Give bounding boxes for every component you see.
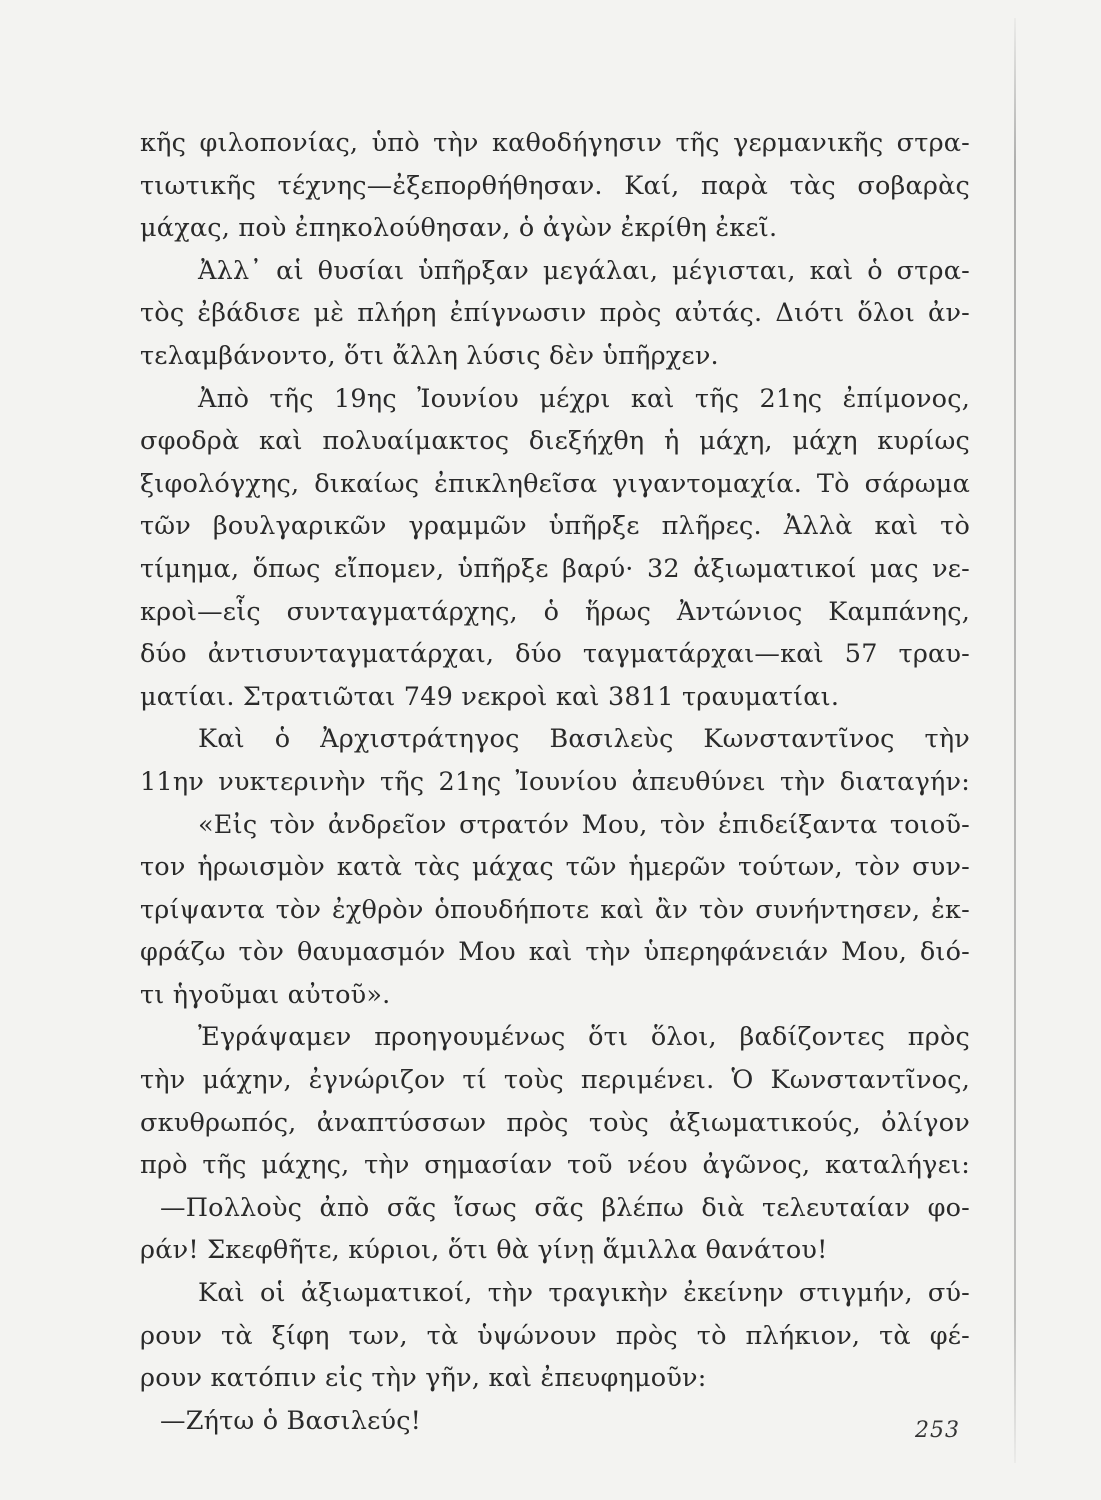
text-line: τελαμβάνοντο, ὅτι ἄλλη λύσις δὲν ὑπῆρχεν. (140, 340, 719, 371)
text-line: «Εἰς τὸν ἀνδρεῖον στρατόν Μου, τὸν ἐπιδείξαντα τοιοῦ- (198, 809, 970, 840)
text-line: 11ην νυκτερινὴν τῆς 21ης Ἰουνίου ἀπευθύνει τὴν διαταγήν: (140, 766, 970, 797)
text-line: Ἐγράψαμεν προηγουμένως ὅτι ὅλοι, βαδίζοντες πρὸς (198, 1022, 970, 1053)
text-line: Καὶ οἱ ἀξιωματικοί, τὴν τραγικὴν ἐκείνην στιγμήν, σύ- (198, 1278, 970, 1309)
text-line: Καὶ ὁ Ἀρχιστράτηγος Βασιλεὺς Κωνσταντῖνος τὴν (198, 724, 970, 755)
text-line: κῆς φιλοπονίας, ὑπὸ τὴν καθοδήγησιν τῆς γερμανικῆς στρα- (140, 128, 970, 158)
text-line: σκυθρωπός, ἀναπτύσσων πρὸς τοὺς ἀξιωματικούς, ὀλίγον (140, 1107, 970, 1138)
text-line: τὸς ἐβάδισε μὲ πλήρη ἐπίγνωσιν πρὸς αὐτάς. Διότι ὅλοι ἀν- (140, 298, 970, 329)
text-line: πρὸ τῆς μάχης, τὴν σημασίαν τοῦ νέου ἀγῶνος, καταλήγει: (140, 1150, 970, 1181)
text-line: —Ζήτω ὁ Βασιλεύς! (160, 1405, 422, 1436)
text-line: ματίαι. Στρατιῶται 749 νεκροὶ καὶ 3811 τραυματίαι. (140, 681, 840, 712)
text-line: τὴν μάχην, ἐγνώριζον τί τοὺς περιμένει. Ὁ Κωνσταντῖνος, (140, 1065, 970, 1096)
text-line: Ἀπὸ τῆς 19ης Ἰουνίου μέχρι καὶ τῆς 21ης ἐπίμονος, (198, 383, 970, 414)
text-line: ρουν κατόπιν εἰς τὴν γῆν, καὶ ἐπευφημοῦν: (140, 1363, 707, 1394)
text-line: Ἀλλ᾽ αἱ θυσίαι ὑπῆρξαν μεγάλαι, μέγισται, καὶ ὁ στρα- (198, 255, 970, 286)
text-line: ράν! Σκεφθῆτε, κύριοι, ὅτι θὰ γίνῃ ἅμιλλα θανάτου! (140, 1235, 828, 1266)
text-line: σφοδρὰ καὶ πολυαίμακτος διεξήχθη ἡ μάχη, μάχη κυρίως (140, 426, 970, 457)
page-edge-shadow (1014, 18, 1016, 1463)
text-line: ξιφολόγχης, δικαίως ἐπικληθεῖσα γιγαντομαχία. Τὸ σάρωμα (140, 468, 970, 499)
text-line: τι ἡγοῦμαι αὐτοῦ». (140, 979, 391, 1010)
text-line: ρουν τὰ ξίφη των, τὰ ὑψώνουν πρὸς τὸ πλήκιον, τὰ φέ- (140, 1320, 970, 1351)
text-line: τίμημα, ὅπως εἴπομεν, ὑπῆρξε βαρύ· 32 ἀξιωματικοί μας νε- (140, 553, 970, 584)
text-line: τρίψαντα τὸν ἐχθρὸν ὁπουδήποτε καὶ ἂν τὸν συνήντησεν, ἐκ- (140, 894, 970, 925)
text-line: τον ἡρωισμὸν κατὰ τὰς μάχας τῶν ἡμερῶν τούτων, τὸν συν- (140, 852, 970, 883)
page-number: 253 (915, 1418, 960, 1443)
page-body-text (140, 122, 970, 1442)
text-line: κροὶ—εἷς συνταγματάρχης, ὁ ἥρως Ἀντώνιος Καμπάνης, (140, 596, 970, 627)
text-line: μάχας, ποὺ ἐπηκολούθησαν, ὁ ἀγὼν ἐκρίθη ἐκεῖ. (140, 213, 778, 244)
text-line: φράζω τὸν θαυμασμόν Μου καὶ τὴν ὑπερηφάνειάν Μου, διό- (140, 937, 970, 968)
text-line: δύο ἀντισυνταγματάρχαι, δύο ταγματάρχαι—καὶ 57 τραυ- (140, 639, 970, 670)
text-line: —Πολλοὺς ἀπὸ σᾶς ἴσως σᾶς βλέπω διὰ τελευταίαν φο- (160, 1192, 970, 1223)
text-line: τιωτικῆς τέχνης—ἐξεπορθήθησαν. Καί, παρὰ τὰς σοβαρὰς (140, 170, 970, 201)
text-line: τῶν βουλγαρικῶν γραμμῶν ὑπῆρξε πλῆρες. Ἀλλὰ καὶ τὸ (140, 511, 970, 542)
